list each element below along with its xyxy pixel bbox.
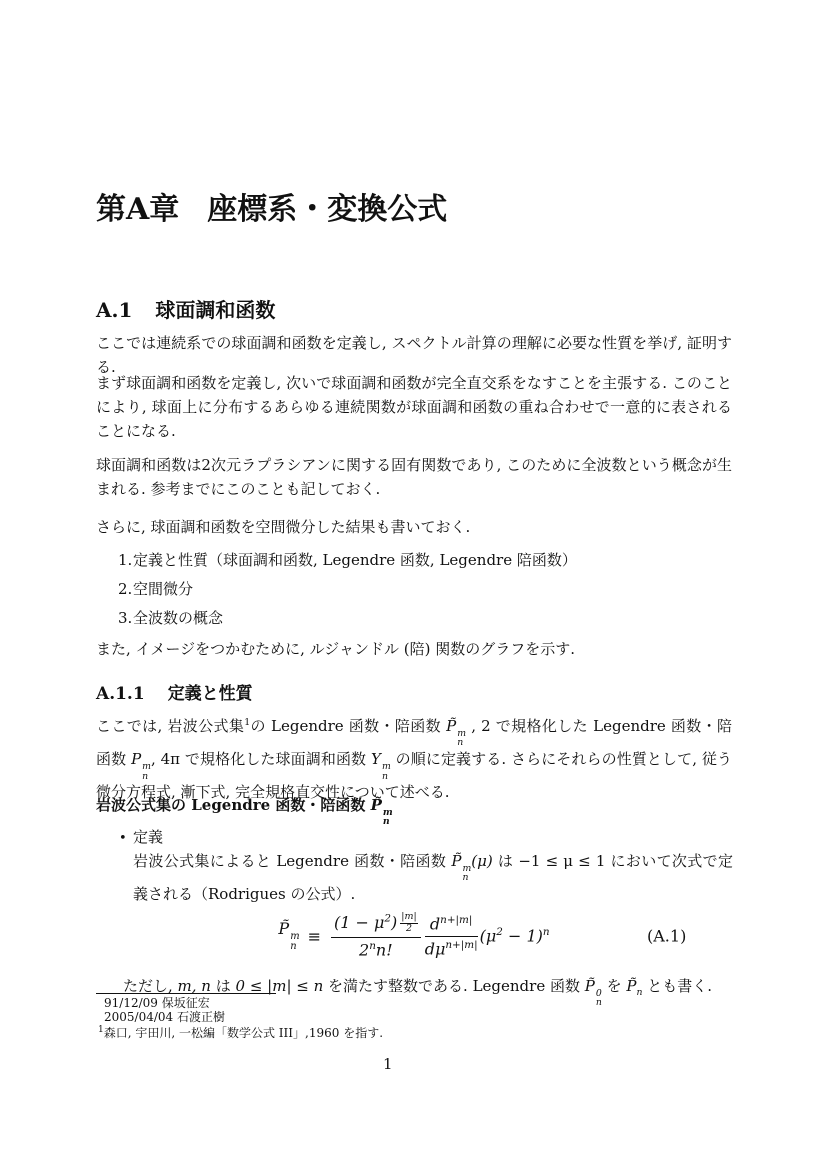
footnote-text: 森口, 宇田川, 一松編「数学公式 III」,1960 を指す. xyxy=(103,1026,384,1040)
paragraph-intro: ここでは連続系での球面調和函数を定義し, スペクトル計算の理解に必要な性質を挙げ, 証明する. xyxy=(96,334,732,376)
footnote-rule xyxy=(96,993,276,994)
paragraph-orthogonality: まず球面調和函数を定義し, 次いで球面調和函数が完全直交系をなすことを主張する. このことにより, 球面上に分布するあらゆる連続関数が球面調和函数の重ね合わせで一意的に表されることになる. xyxy=(96,374,732,440)
math-sub: n xyxy=(290,941,297,953)
math-sub: n xyxy=(457,737,464,749)
math-text: n! xyxy=(375,940,393,960)
bullet-item xyxy=(119,826,163,850)
text-run: の Legendre 函数・陪函数 xyxy=(250,717,447,735)
math-base: P̃ xyxy=(451,852,462,870)
fraction-denominator xyxy=(331,938,421,959)
math-sup: m xyxy=(142,760,151,772)
paragraph-laplacian: 球面調和函数は2次元ラプラシアンに関する固有関数であり, このために全波数という概念が生まれる. 参考までにこのことも記しておく. xyxy=(96,456,732,498)
text-run: を満たす整数である. Legendre 函数 xyxy=(323,977,585,995)
math-supsub xyxy=(382,762,391,782)
math-base: P̃ xyxy=(278,919,290,939)
list-item xyxy=(118,607,718,629)
math-sub: n xyxy=(636,987,643,998)
math-text: − 1) xyxy=(502,926,543,946)
math-sub: n xyxy=(142,770,149,782)
subsection-number: A.1.1 xyxy=(96,684,145,704)
equation-A1 xyxy=(96,908,732,964)
math-legendre-tilde-P xyxy=(371,793,393,827)
paragraph-graph-note: また, イメージをつかむために, ルジャンドル (陪) 関数のグラフを示す. xyxy=(96,640,575,658)
math-text: (μ xyxy=(479,926,497,946)
math-sub: n xyxy=(595,997,602,1009)
math-base: P̃ xyxy=(370,796,382,814)
math-rhs xyxy=(480,926,550,945)
math-sub: n xyxy=(382,816,390,828)
math-sup: m xyxy=(457,727,467,739)
fraction-numerator xyxy=(425,914,478,936)
math-sup: 2 xyxy=(496,926,503,939)
list-number: 1. xyxy=(118,551,133,569)
math-text: ) xyxy=(391,913,398,933)
footnote-text-line xyxy=(96,1024,732,1041)
math-sup: 0 xyxy=(595,987,602,999)
math-supsub xyxy=(142,762,151,782)
math-sup: n xyxy=(369,940,376,953)
fraction-denominator xyxy=(425,937,478,958)
text-run: ここでは, 岩波公式集 xyxy=(96,717,245,735)
subsection-title: 定義と性質 xyxy=(167,684,253,704)
fraction-derivative xyxy=(425,914,478,958)
math-text: (1 − μ xyxy=(334,913,385,933)
text-run: を xyxy=(601,977,627,995)
math-sup: m xyxy=(382,806,393,818)
footnote-mark: 1 xyxy=(98,1025,104,1035)
footnote-block xyxy=(96,997,732,1041)
text-run: , 4π で規格化した球面調和函数 xyxy=(151,750,372,769)
math-sup: m xyxy=(290,931,300,943)
text-run: は xyxy=(210,977,236,995)
math-text: dμ xyxy=(424,938,446,958)
revision-line: 91/12/09 保坂征宏 xyxy=(104,996,210,1010)
revision-line: 2005/04/04 石渡正樹 xyxy=(104,1009,225,1024)
section-number: A.1 xyxy=(96,298,133,322)
math-legendre-tilde-P xyxy=(278,919,299,953)
bullet-body xyxy=(133,850,733,906)
paragraph-definitions xyxy=(96,711,732,804)
fraction-rodrigues-coeff xyxy=(331,912,421,959)
bullet-icon: • xyxy=(119,831,127,846)
math-base: P̃ xyxy=(584,977,595,995)
math-base: P̃ xyxy=(446,717,457,735)
math-sup: n xyxy=(542,926,550,939)
text-run: の順に定義する. さらにそれらの性質として, 従う微分方程式, 漸下式, 完全規格直交性について述べる. xyxy=(96,750,732,802)
text-run: 岩波公式集によると Legendre 函数・陪函数 xyxy=(133,852,452,870)
math-text: 2 xyxy=(405,923,413,935)
math-supsub xyxy=(383,808,393,828)
math-sup: n+|m| xyxy=(440,914,473,927)
mini-fraction-exponent xyxy=(400,912,417,935)
math-args: (μ) xyxy=(471,852,493,870)
equiv-sign: ≡ xyxy=(307,926,321,946)
math-supsub xyxy=(462,864,471,884)
list-number: 2. xyxy=(118,580,133,598)
equation-number: (A.1) xyxy=(647,926,687,946)
text-run: は −1 ≤ μ ≤ 1 において次式で定義される（Rodrigues の公式）. xyxy=(133,852,734,904)
math-supsub xyxy=(290,932,299,953)
math-supsub xyxy=(457,729,466,749)
list-text: 全波数の概念 xyxy=(133,609,224,627)
math-base: P xyxy=(131,750,142,769)
math-base: P̃ xyxy=(626,977,637,995)
math-legendre-P xyxy=(131,748,151,781)
run-in-heading-iwanami xyxy=(96,793,732,827)
text-run: ただし, xyxy=(123,977,178,995)
paragraph-derivative: さらに, 球面調和函数を空間微分した結果も書いておく. xyxy=(96,518,471,536)
text-run: , 2 で規格化した Legendre 函数・陪函数 xyxy=(96,717,732,769)
math-sup: 2 xyxy=(384,913,392,926)
math-legendre-tilde-P xyxy=(446,715,466,748)
math-legendre-tilde-P xyxy=(451,850,471,883)
bullet-label: 定義 xyxy=(133,828,164,846)
text-run: 岩波公式集の Legendre 函数・陪函数 xyxy=(96,796,371,814)
page-number: 1 xyxy=(383,1055,393,1073)
math-base: Y xyxy=(371,750,381,769)
math-text: d xyxy=(429,914,441,934)
math-text: |m| xyxy=(401,911,417,923)
fraction-numerator xyxy=(331,912,421,938)
subsection-heading xyxy=(96,679,253,704)
list-text: 定義と性質（球面調和函数, Legendre 函数, Legendre 陪函数） xyxy=(133,551,577,569)
math-sup: m xyxy=(381,760,391,772)
math-sup: m xyxy=(462,862,472,874)
math-sup: n+|m| xyxy=(445,938,478,951)
list-text: 空間微分 xyxy=(133,580,194,598)
chapter-title xyxy=(96,184,447,228)
math-sub: n xyxy=(462,872,469,884)
math-inequality: 0 ≤ |m| ≤ n xyxy=(235,977,324,995)
list-item xyxy=(118,549,718,571)
math-spherical-Y xyxy=(371,748,391,781)
list-item xyxy=(118,578,718,600)
text-run: とも書く. xyxy=(642,977,713,995)
numbered-list xyxy=(118,549,718,636)
math-mn: m, n xyxy=(177,977,211,995)
chapter-name: 座標系・変換公式 xyxy=(207,192,448,227)
math-text: 2 xyxy=(359,940,370,960)
footnote-mark: 1 xyxy=(244,717,251,728)
math-sub: n xyxy=(381,770,388,782)
chapter-label: 第A章 xyxy=(96,192,180,227)
section-title: 球面調和函数 xyxy=(155,298,276,322)
list-number: 3. xyxy=(118,609,133,627)
section-heading xyxy=(96,294,275,323)
